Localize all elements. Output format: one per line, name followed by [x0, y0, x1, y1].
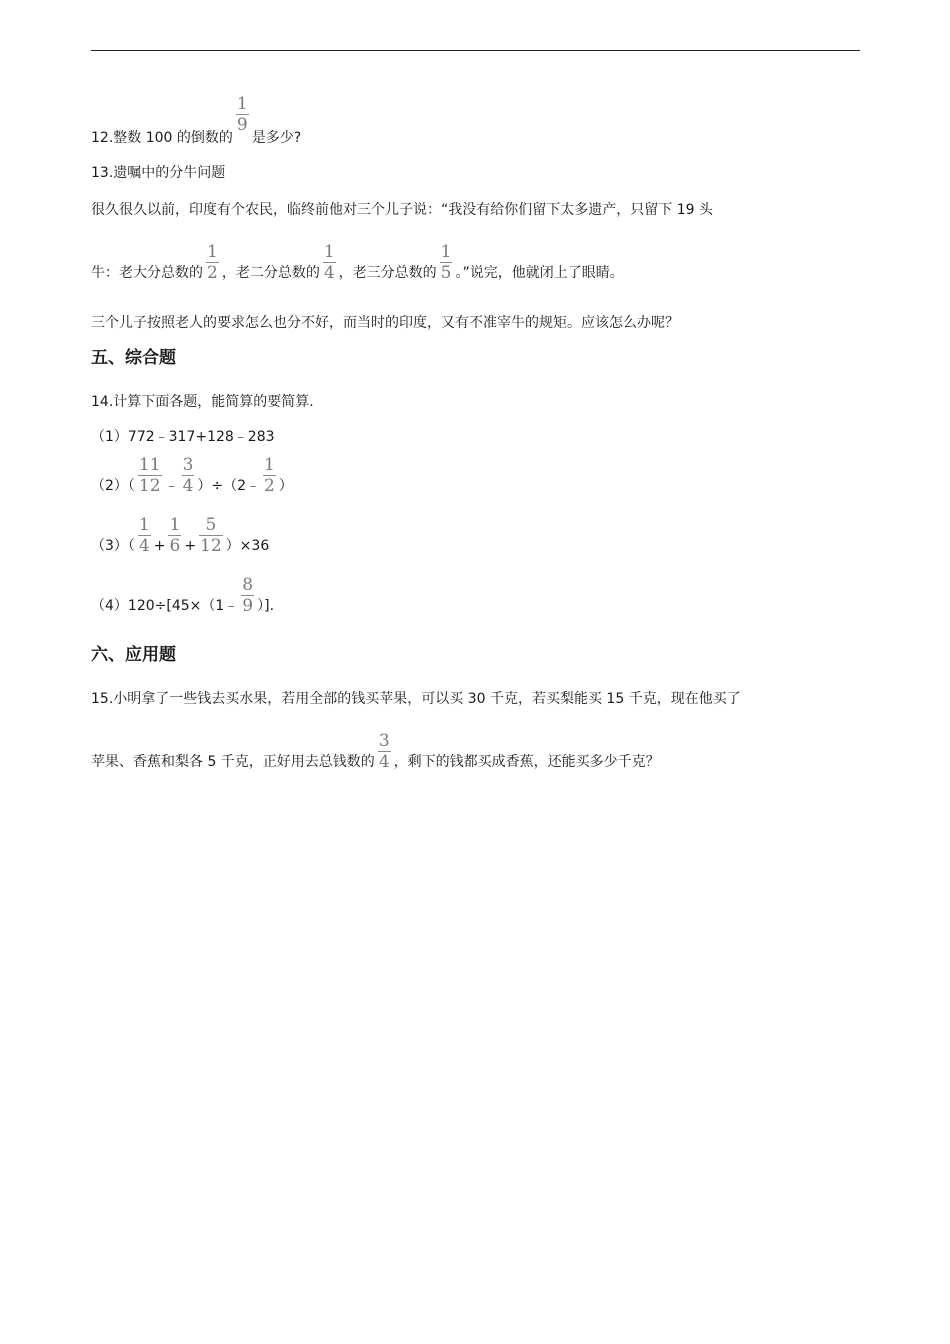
q15-text-a: 苹果、香蕉和梨各 5 千克，正好用去总钱数的 [91, 754, 375, 770]
frac-numerator: 3 [182, 455, 194, 475]
q14-p2-text-d: ） [278, 478, 293, 494]
question-15-line-2 [91, 733, 660, 772]
q14-p4-fraction-1 [241, 577, 254, 614]
q14-p2-fraction-1 [138, 457, 162, 494]
frac-denominator: 4 [378, 752, 390, 772]
question-13-line-2 [91, 244, 624, 283]
q13-fraction-eldest [206, 244, 219, 281]
question-15-line-1: 15.小明拿了一些钱去买水果，若用全部的钱买苹果，可以买 30 千克，若买梨能买 15 千克，现在他买了 [91, 691, 741, 707]
question-14-title: 14.计算下面各题，能简算的要简算. [91, 394, 314, 410]
question-14-part-2 [91, 457, 293, 496]
frac-denominator: 6 [169, 536, 181, 556]
frac-numerator: 1 [138, 515, 150, 535]
q14-p3-text-d: ）×36 [225, 538, 270, 554]
frac-numerator: 3 [378, 731, 390, 751]
q13-text-a: 牛：老大分总数的 [91, 265, 203, 281]
q13-text-d: 。”说完，他就闭上了眼睛。 [455, 265, 624, 281]
frac-numerator: 11 [138, 455, 161, 475]
frac-denominator: 4 [182, 476, 194, 496]
q12-text-post: 是多少? [251, 130, 302, 146]
frac-denominator: 4 [138, 536, 150, 556]
frac-numerator: 1 [207, 242, 218, 262]
frac-denominator: 2 [264, 476, 275, 496]
frac-denominator: 4 [323, 263, 335, 283]
q14-p3-text-b: + [153, 538, 166, 554]
frac-denominator: 12 [138, 476, 161, 496]
q14-p2-text-c: ）÷（2﹣ [197, 478, 261, 494]
q14-p3-text-c: + [184, 538, 197, 554]
q15-fraction [378, 733, 391, 770]
q14-p2-fraction-2 [182, 457, 195, 494]
question-13-line-3: 三个儿子按照老人的要求怎么也分不好，而当时的印度，又有不准宰牛的规矩。应该怎么办呢？ [91, 315, 679, 331]
question-13-title: 13.遗嘱中的分牛问题 [91, 165, 226, 181]
frac-numerator: 1 [236, 94, 248, 114]
section-5-heading: 五、综合题 [91, 348, 176, 368]
q13-fraction-second [323, 244, 336, 281]
q14-p2-text-b: ﹣ [164, 478, 179, 494]
q14-p2-text-a: （2）（ [91, 478, 135, 494]
frac-numerator: 1 [440, 242, 452, 262]
frac-denominator: 5 [440, 263, 452, 283]
q14-p4-text-b: ）]. [257, 598, 275, 614]
section-6-heading: 六、应用题 [91, 645, 176, 665]
header-rule [91, 50, 860, 51]
frac-denominator: 9 [242, 596, 254, 616]
question-12 [91, 96, 301, 148]
q15-text-b: ，剩下的钱都买成香蕉，还能买多少千克？ [393, 754, 660, 770]
frac-denominator: 12 [200, 536, 222, 556]
frac-numerator: 1 [169, 515, 181, 535]
q14-p3-fraction-2 [168, 517, 181, 554]
frac-denominator: 9 [236, 115, 248, 135]
question-13-line-1: 很久很久以前，印度有个农民，临终前他对三个儿子说：“我没有给你们留下太多遗产，只留下 19 头 [91, 202, 713, 218]
q12-fraction [236, 96, 249, 133]
frac-numerator: 5 [205, 515, 217, 535]
q12-text-pre: 12.整数 100 的倒数的 [91, 130, 233, 146]
q13-fraction-third [440, 244, 453, 281]
q13-text-b: ，老二分总数的 [221, 265, 320, 281]
q14-p2-fraction-3 [263, 457, 276, 494]
question-14-part-4 [91, 577, 274, 616]
q14-p3-fraction-1 [138, 517, 151, 554]
frac-numerator: 1 [323, 242, 335, 262]
q14-p4-text-a: （4）120÷[45×（1﹣ [91, 598, 239, 614]
frac-numerator: 8 [242, 575, 254, 595]
q14-p3-fraction-3 [199, 517, 223, 554]
question-14-part-3 [91, 517, 269, 556]
q14-p3-text-a: （3）（ [91, 538, 135, 554]
q13-text-c: ，老三分总数的 [338, 265, 437, 281]
frac-numerator: 1 [264, 455, 275, 475]
question-14-part-1: （1）772﹣317+128﹣283 [91, 429, 275, 445]
frac-denominator: 2 [207, 263, 218, 283]
